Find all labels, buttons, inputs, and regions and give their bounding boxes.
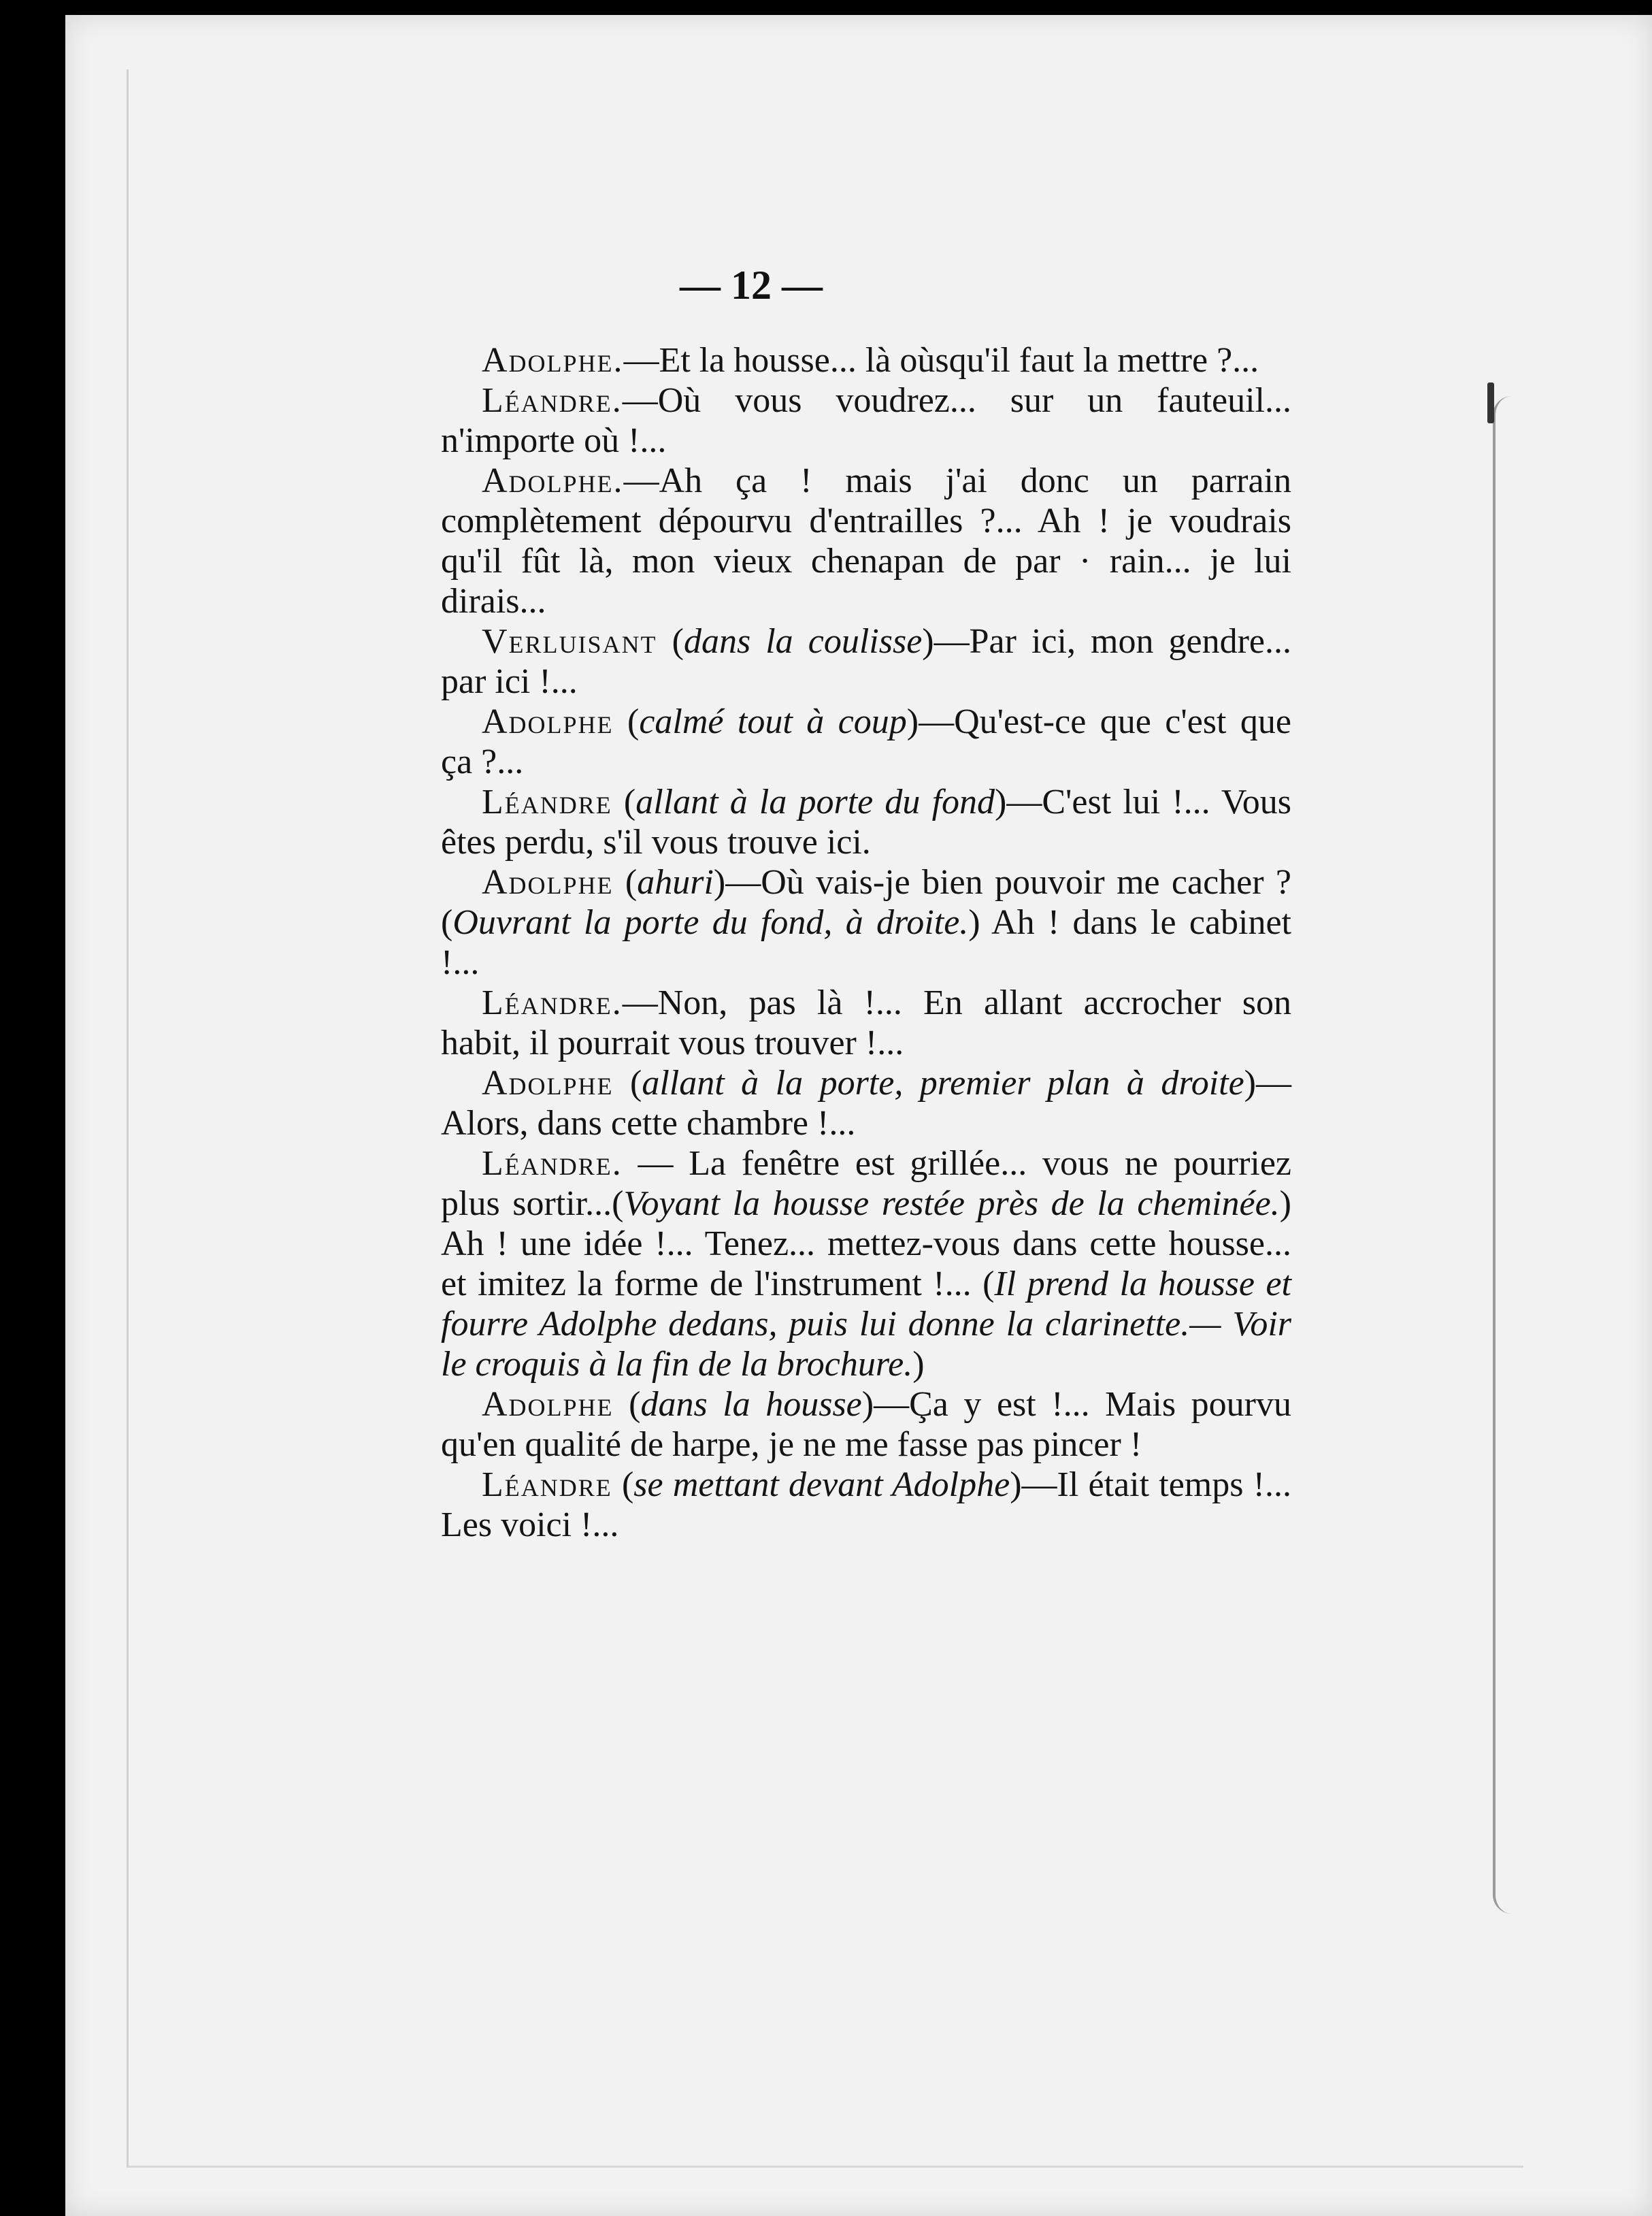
speech: —Par ici, mon gendre... par ici !... — [441, 622, 1292, 701]
speaker-name: Adolphe. — [482, 461, 624, 500]
stage-direction: dans la coulisse — [683, 622, 923, 661]
dialogue-line: Verluisant (dans la coulisse)—Par ici, mon gendre... par ici !... — [441, 622, 1292, 701]
speech: Ah ! une idée !... Tenez... mettez-vous dans cette housse... et imitez la forme de l'instrument !... — [441, 1224, 1291, 1303]
dialogue-line: Adolphe (calmé tout à coup)—Qu'est-ce que c'est que ça ?... — [441, 702, 1291, 781]
speaker-name: Léandre. — [482, 1144, 623, 1183]
stage-direction: dans la housse — [640, 1385, 862, 1424]
speech: —Où vais-je bien pouvoir me cacher ? — [725, 863, 1291, 902]
dialogue-line: Léandre (se mettant devant Adolphe)—Il était temps !... Les voici !... — [441, 1465, 1292, 1544]
stage-direction: Il prend la housse et fourre Adolphe dedans, puis lui donne la clarinette.— Voir le croquis à la fin de la brochure. — [441, 1265, 1291, 1384]
stage-direction: Voyant la housse restée près de la cheminée. — [623, 1184, 1280, 1223]
speech: —Il était temps !... Les voici !... — [441, 1465, 1292, 1544]
speaker-name: Verluisant — [482, 622, 657, 661]
dialogue-text — [441, 340, 1291, 1545]
speech: —Et la housse... là oùsqu'il faut la mettre ?... — [623, 341, 1259, 380]
dialogue-line — [441, 340, 1291, 380]
speech: —Non, pas là !... En allant accrocher son habit, il pourrait vous trouver !... — [441, 983, 1291, 1062]
speaker-name: Léandre. — [482, 983, 623, 1022]
dialogue-line: Adolphe (dans la housse)—Ça y est !... Mais pourvu qu'en qualité de harpe, je ne me fasse pas pincer ! — [441, 1385, 1291, 1464]
binding-mark — [1487, 382, 1494, 423]
speech: —C'est lui !... Vous êtes perdu, s'il vous trouve ici. — [441, 783, 1291, 862]
stage-direction: allant à la porte du fond — [635, 783, 995, 821]
dialogue-line — [441, 380, 1291, 461]
speech: —Où vous voudrez... sur un fauteuil... n'importe où !... — [441, 381, 1291, 460]
speaker-name: Léandre. — [482, 381, 623, 420]
speech: —Ah ça ! mais j'ai donc un parrain complètement dépourvu d'entrailles ?... Ah ! je voudrais qu'il fût là, mon vieux chenapan de par · rain... je lui dirais... — [441, 461, 1291, 621]
speaker-name: Adolphe — [482, 1064, 614, 1103]
dialogue-line — [441, 983, 1291, 1063]
speech: —Alors, dans cette chambre !... — [441, 1064, 1291, 1143]
speaker-name: Léandre — [482, 783, 612, 821]
speech: Ah ! dans le cabinet !... — [441, 903, 1291, 982]
speaker-name: Adolphe — [482, 702, 614, 741]
speaker-name: Adolphe — [482, 863, 614, 902]
dialogue-line — [441, 461, 1291, 621]
dialogue-line: Adolphe (allant à la porte, premier plan à droite)—Alors, dans cette chambre !... — [441, 1064, 1291, 1143]
speaker-name: Adolphe — [482, 1385, 614, 1424]
stage-direction: allant à la porte, premier plan à droite — [642, 1064, 1244, 1103]
dialogue-line: Léandre (allant à la porte du fond)—C'est lui !... Vous êtes perdu, s'il vous trouve ici. — [441, 783, 1291, 862]
stage-direction: ahuri — [637, 863, 714, 902]
speaker-name: Adolphe. — [482, 341, 624, 380]
binding-fold — [1493, 396, 1512, 1914]
stage-direction: se mettant devant Adolphe — [633, 1465, 1010, 1504]
stage-direction: calmé tout à coup — [639, 702, 907, 741]
dialogue-line: Adolphe (ahuri)—Où vais-je bien pouvoir me cacher ? (Ouvrant la porte du fond, à droite.) Ah ! dans le cabinet !... — [441, 863, 1291, 982]
stage-direction: Ouvrant la porte du fond, à droite. — [452, 903, 969, 942]
page-number: — 12 — — [680, 263, 823, 308]
dialogue-line: Léandre. — La fenêtre est grillée... vous ne pourriez plus sortir...(Voyant la housse restée près de la cheminée.) Ah ! une idée !... Tenez... mettez-vous dans cette housse... et imitez la forme de l'instrument !... (Il prend la housse et fourre Adolphe dedans, puis lui donne la clarinette.— Voir le croquis à la fin de la brochure.) — [441, 1144, 1291, 1384]
speech: —Qu'est-ce que c'est que ça ?... — [441, 702, 1291, 781]
speech: — La fenêtre est grillée... vous ne pourriez plus sortir... — [441, 1144, 1291, 1223]
speech: —Ça y est !... Mais pourvu qu'en qualité de harpe, je ne me fasse pas pincer ! — [441, 1385, 1291, 1464]
speaker-name: Léandre — [482, 1465, 612, 1504]
